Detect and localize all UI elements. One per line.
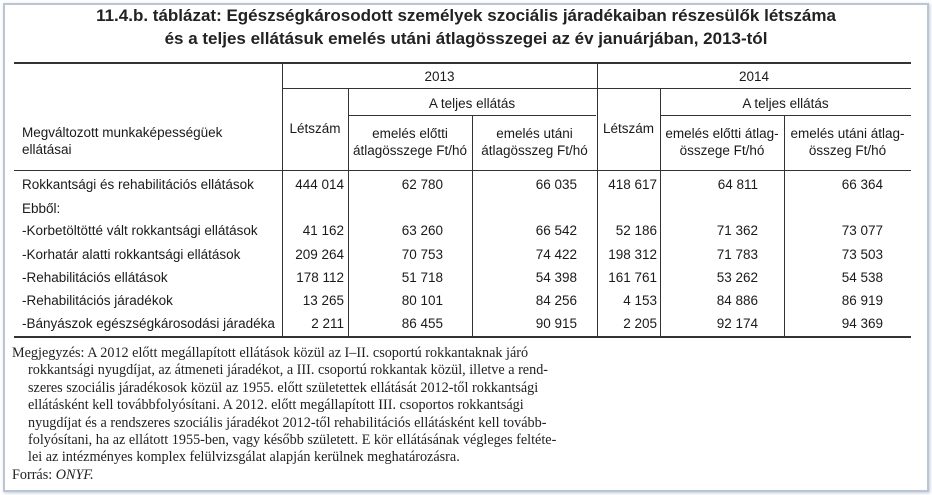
header-2014-before-line-1: emelés előtti átlag- — [665, 126, 779, 141]
table-cell: 161 761 — [608, 270, 657, 285]
table-cell: 54 538 — [841, 270, 883, 285]
table-cell: 74 422 — [535, 247, 577, 262]
header-2013-before — [348, 125, 472, 159]
table-cell: 84 256 — [535, 293, 577, 308]
header-row-label-line-2: ellátásai — [22, 142, 72, 157]
table-cell: 66 364 — [841, 177, 883, 192]
table-cell: 86 455 — [401, 316, 443, 331]
header-teljes-ellatas-2014: A teljes ellátás — [742, 96, 829, 111]
table-cell: 63 260 — [401, 223, 443, 238]
header-2013-before-line-2: átlagösszege Ft/hó — [352, 143, 468, 158]
table-cell: 444 014 — [295, 177, 344, 192]
header-year-2014: 2014 — [738, 69, 770, 84]
header-2014-before — [660, 125, 784, 159]
header-2013-before-line-1: emelés előtti — [372, 126, 448, 141]
header-year-2013: 2013 — [424, 69, 455, 84]
note-line: rokkantsági nyugdíjat, az átmeneti járadékot, a III. csoportú rokkantak közül, illetve a rend- — [28, 362, 549, 379]
header-2014-before-line-2: összege Ft/hó — [679, 143, 765, 158]
header-row-label — [22, 124, 222, 158]
source-value: ONYF. — [55, 466, 94, 483]
table-cell: 64 811 — [717, 177, 758, 192]
table-cell: 66 542 — [535, 223, 577, 238]
table-cell: 209 264 — [295, 247, 344, 262]
source-line — [12, 467, 912, 484]
header-2013-after — [472, 125, 597, 159]
table-cell: 70 753 — [401, 247, 443, 262]
header-2013-after-line-2: átlagösszeg Ft/hó — [481, 143, 588, 158]
table-cell: 41 162 — [302, 223, 344, 238]
header-2014-after-line-1: emelés utáni átlag- — [790, 126, 905, 141]
row-label: -Rehabilitációs járadékok — [22, 293, 173, 308]
table-cell: 13 265 — [302, 293, 344, 308]
row-label: Ebből: — [22, 201, 61, 216]
row-label: Rokkantsági és rehabilitációs ellátások — [22, 177, 254, 192]
table-cell: 418 617 — [608, 177, 657, 192]
table-cell: 2 205 — [623, 316, 657, 331]
table-cell: 66 035 — [535, 177, 577, 192]
row-label: -Korhatár alatti rokkantsági ellátások — [22, 247, 241, 262]
header-letszam-2014: Létszám — [602, 121, 655, 136]
table-cell: 198 312 — [608, 247, 657, 262]
table-cell: 94 369 — [841, 316, 883, 331]
row-label: -Rehabilitációs ellátások — [22, 270, 168, 285]
table-cell: 51 718 — [401, 270, 443, 285]
table-cell: 71 783 — [716, 247, 758, 262]
note-line: szeres szociális járadékosok közül az 1955. előtt születettek ellátását 2012-től rokkantsági — [28, 379, 539, 396]
source-label: Forrás: — [12, 466, 56, 483]
table-note — [12, 345, 912, 484]
table-title-line-1: 11.4.b. táblázat: Egészségkárosodott személyek szociális járadékaiban részesülők létszáma — [96, 6, 836, 25]
table-cell: 62 780 — [401, 177, 443, 192]
note-line: folyósítani, ha az ellátott 1955-ben, vagy később született. E kör ellátásának végleges feltéte- — [28, 432, 557, 449]
table-cell: 84 886 — [716, 293, 758, 308]
note-line: Megjegyzés: A 2012 előtt megállapított ellátások közül az I–II. csoportú rokkantaknak járó — [12, 345, 529, 361]
table-title-line-2: és a teljes ellátásuk emelés utáni átlagösszegei az év januárjában, 2013-tól — [164, 29, 768, 48]
note-line: nyugdíjat és a rendszeres szociális járadékot 2012-től rehabilitációs ellátásként kell tovább- — [28, 414, 547, 431]
rule-header-bottom — [14, 170, 911, 171]
rule-top — [14, 62, 911, 64]
table-cell: 4 153 — [623, 293, 657, 308]
row-label: -Bányászok egészségkárosodási járadéka — [22, 316, 275, 331]
table-cell: 71 362 — [716, 223, 758, 238]
header-2013-after-line-1: emelés utáni — [496, 126, 573, 141]
table-cell: 73 077 — [841, 223, 883, 238]
table-cell: 86 919 — [841, 293, 883, 308]
table-cell: 2 211 — [311, 316, 344, 331]
note-line: ellátásként kell továbbfolyósítani. A 2012. előtt megállapított III. csoportos rokkantsági — [28, 397, 524, 414]
table-cell: 53 262 — [716, 270, 758, 285]
row-label: -Korbetöltötté vált rokkantsági ellátások — [22, 223, 258, 238]
rule-teljes-2014 — [660, 115, 911, 116]
table-cell: 90 915 — [535, 316, 577, 331]
table-cell: 52 186 — [615, 223, 657, 238]
table-cell: 178 112 — [296, 270, 344, 285]
header-2014-after-line-2: összeg Ft/hó — [808, 143, 887, 158]
header-teljes-ellatas-2013: A teljes ellátás — [428, 96, 516, 111]
header-letszam-2013: Létszám — [289, 121, 341, 136]
header-row-label-line-1: Megváltozott munkaképességüek — [22, 125, 223, 140]
table-cell: 80 101 — [401, 293, 443, 308]
table-cell: 92 174 — [716, 316, 758, 331]
note-line: lei az intézményes komplex felülvizsgálat alapján kerülnek meghatározásra. — [28, 449, 460, 466]
table-cell: 73 503 — [841, 247, 883, 262]
rule-bottom — [14, 336, 911, 338]
header-2014-after — [784, 125, 911, 159]
table-cell: 54 398 — [535, 270, 577, 285]
